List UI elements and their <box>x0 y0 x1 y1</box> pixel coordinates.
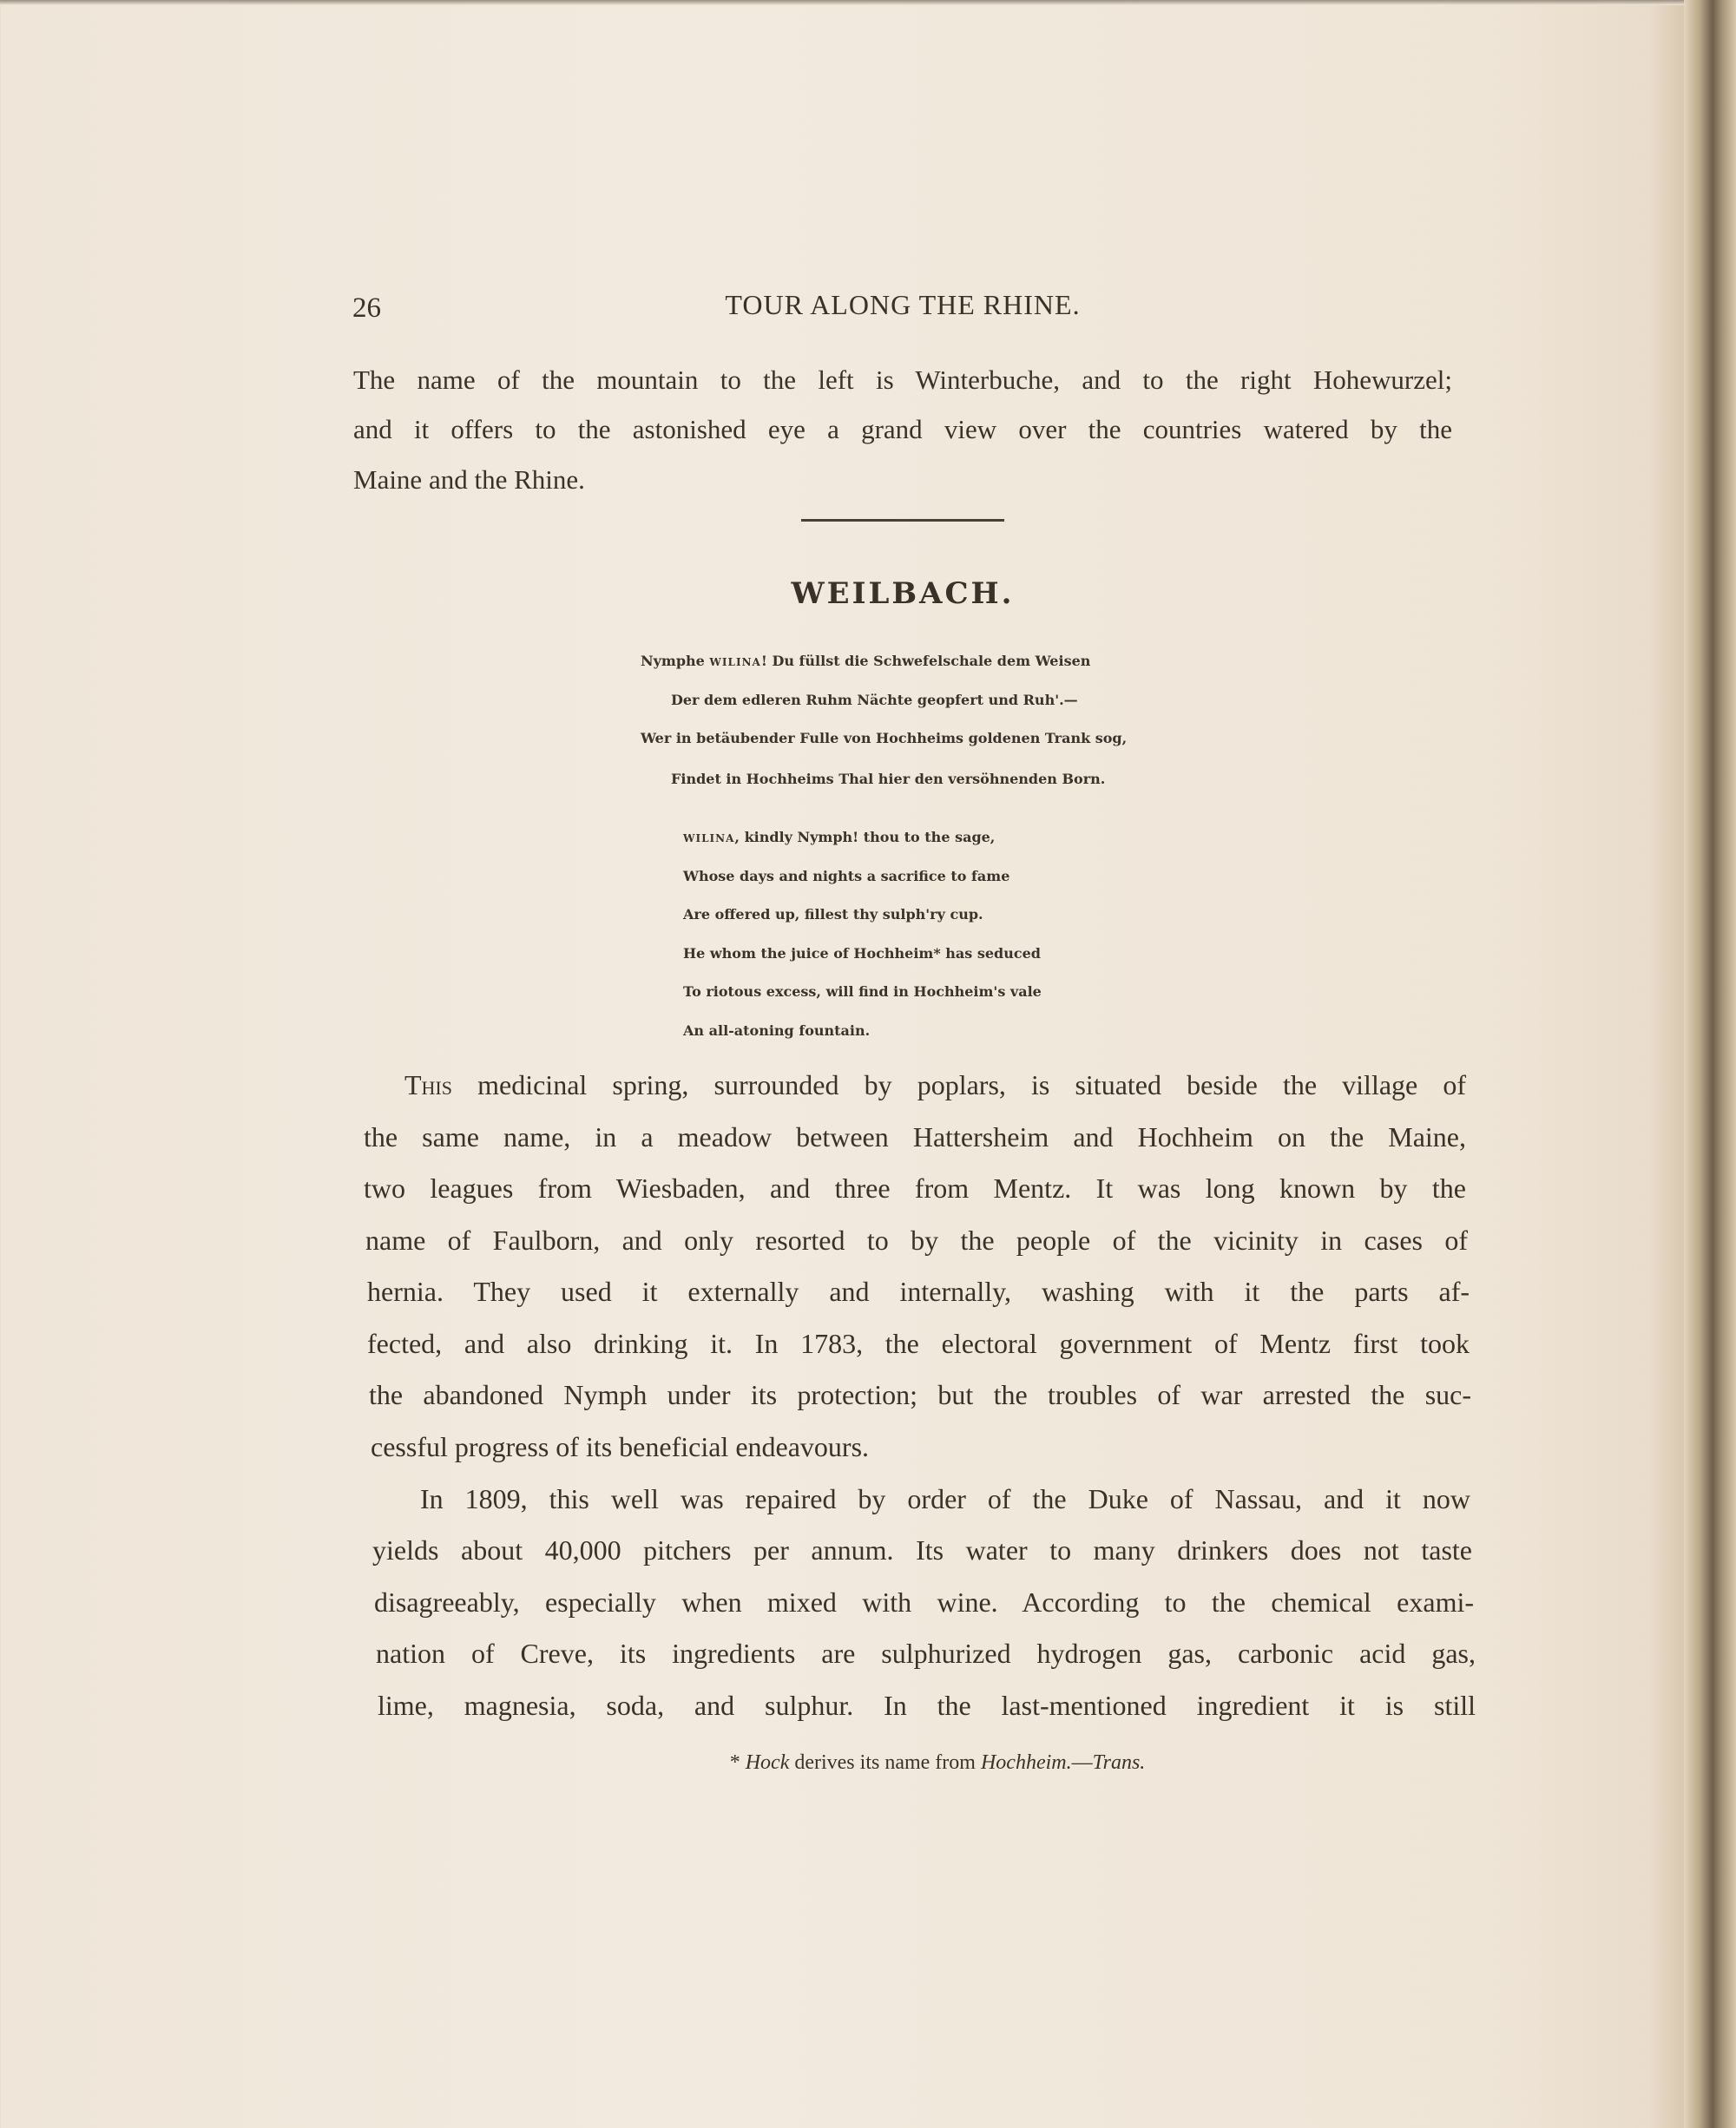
german-verse-line: Findet in Hochheims Thal hier den versöhnenden Born. <box>671 771 1106 787</box>
paragraph-line: This medicinal spring, surrounded by poplars, is situated beside the village of <box>404 1069 1466 1100</box>
german-verse-line: Wer in betäubender Fulle von Hochheims goldenen Trank sog, <box>641 730 1128 746</box>
page-number: 26 <box>352 292 381 324</box>
paragraph-line: lime, magnesia, soda, and sulphur. In the last-mentioned ingredient it is still <box>378 1690 1476 1721</box>
english-verse-line: To riotous excess, will find in Hochheim's vale <box>683 983 1042 1000</box>
intro-line: The name of the mountain to the left is Winterbuche, and to the right Hohewurzel; <box>353 365 1452 395</box>
paragraph-line: the abandoned Nymph under its protection; but the troubles of war arrested the suc- <box>369 1379 1471 1410</box>
paragraph-line: fected, and also drinking it. In 1783, the electoral government of Mentz first took <box>367 1328 1470 1359</box>
paragraph-line: two leagues from Wiesbaden, and three from Mentz. It was long known by the <box>364 1172 1466 1204</box>
paragraph-line: name of Faulborn, and only resorted to by the people of the vicinity in cases of <box>365 1225 1468 1256</box>
paragraph-line: cessful progress of its beneficial endeavours. <box>371 1431 870 1462</box>
english-verse-line: He whom the juice of Hochheim* has seduced <box>683 945 1041 962</box>
intro-line: and it offers to the astonished eye a grand view over the countries watered by the <box>353 414 1452 444</box>
intro-line: Maine and the Rhine. <box>353 464 585 495</box>
english-verse-line: An all-atoning fountain. <box>683 1022 871 1039</box>
section-heading: WEILBACH. <box>791 576 1015 611</box>
german-verse-line: Nymphe WILINA! Du füllst die Schwefelschale dem Weisen <box>641 653 1091 669</box>
german-verse-line: Der dem edleren Ruhm Nächte geopfert und Ruh'.— <box>671 692 1078 708</box>
english-verse-line: Whose days and nights a sacrifice to fame <box>683 868 1010 884</box>
paragraph-line: hernia. They used it externally and internally, washing with it the parts af- <box>367 1276 1470 1307</box>
footnote: * Hock derives its name from Hochheim.—Trans. <box>729 1751 1146 1774</box>
page-top-edge <box>0 0 1736 5</box>
english-verse-line: Are offered up, fillest thy sulph'ry cup. <box>683 906 983 923</box>
section-divider <box>801 519 1004 522</box>
running-title: TOUR ALONG THE RHINE. <box>725 289 1081 320</box>
paragraph-line: the same name, in a meadow between Hattersheim and Hochheim on the Maine, <box>364 1121 1466 1153</box>
english-verse-line: WILINA, kindly Nymph! thou to the sage, <box>683 829 996 845</box>
paragraph-line: disagreeably, especially when mixed with wine. According to the chemical exami- <box>374 1586 1474 1618</box>
paragraph-line: In 1809, this well was repaired by order of the Duke of Nassau, and it now <box>420 1483 1470 1514</box>
paragraph-line: yields about 40,000 pitchers per annum. Its water to many drinkers does not taste <box>372 1534 1472 1566</box>
paragraph-line: nation of Creve, its ingredients are sulphurized hydrogen gas, carbonic acid gas, <box>376 1638 1476 1669</box>
